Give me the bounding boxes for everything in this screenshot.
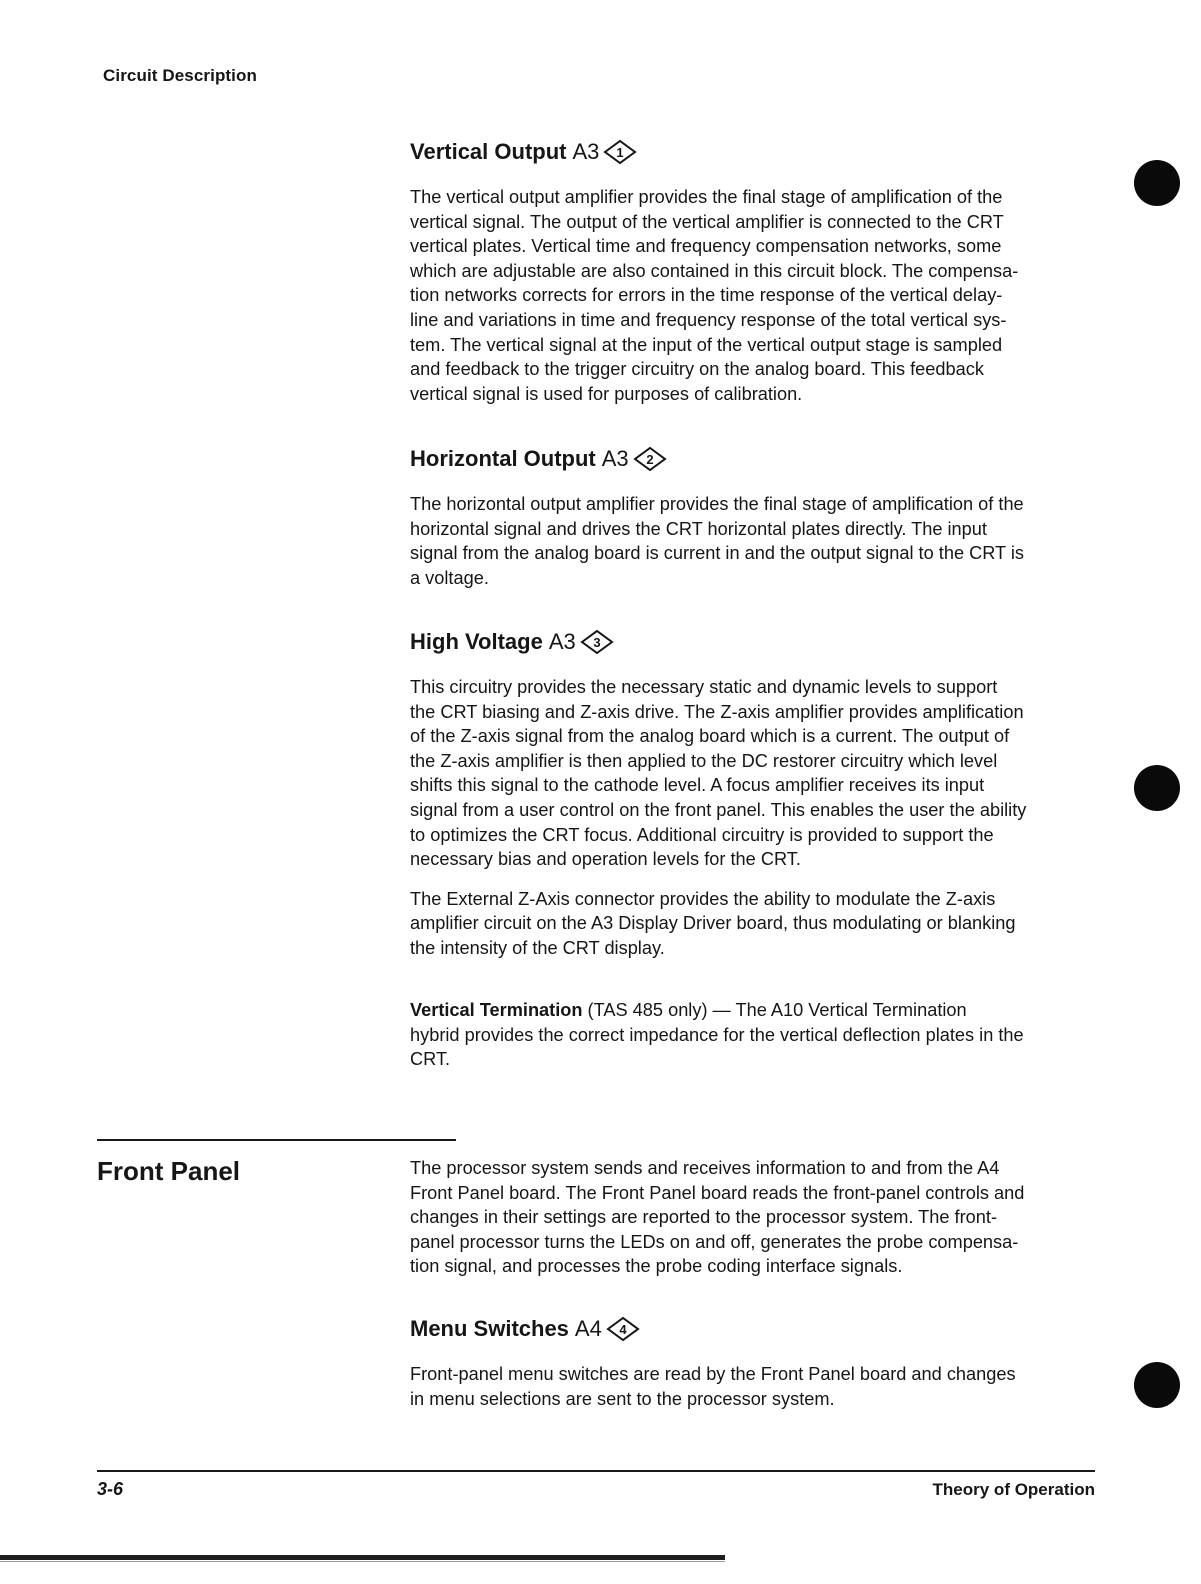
runin-heading: Vertical Termination [410, 1000, 583, 1020]
marker-number: 2 [646, 452, 654, 467]
binder-hole [1134, 160, 1180, 206]
section-menu-switches [410, 1315, 1100, 1411]
section-heading [410, 628, 1100, 656]
scan-artifact [0, 1561, 725, 1562]
paragraph: This circuitry provides the necessary static and dynamic levels to support the CRT biasing and Z-axis drive. The Z-axis amplifier provides amplification of the Z-axis signal from the analog board which is a current. The output of the Z-axis amplifier is then applied to the DC restorer circuitry which level shifts this signal to the cathode level. A focus amplifier receives its input signal from a user control on the front panel. This enables the user the ability to optimizes the CRT focus. Additional circuitry is provided to support the necessary bias and operation levels for the CRT. [410, 677, 1027, 870]
heading-board: A3 [548, 629, 576, 654]
paragraph: The External Z-Axis connector provides the ability to modulate the Z-axis amplifier circuit on the A3 Display Driver board, thus modulating or blanking the intensity of the CRT display. [410, 888, 1016, 958]
diamond-marker-icon [633, 446, 667, 472]
footer-rule [97, 1470, 1095, 1472]
diamond-marker-icon [606, 1316, 640, 1342]
binder-hole [1134, 1362, 1180, 1408]
paragraph: The vertical output amplifier provides the final stage of amplification of the vertical signal. The output of the vertical amplifier is connected to the CRT vertical plates. Vertical time and frequency compensation networks, some which are adjustable are also contained in this circuit block. The compensa- tion networks corrects for errors in the time response of the vertical delay- line and variations in time and frequency response of the total vertical sys- tem. The vertical signal at the input of the vertical output stage is sampled and feedback to the trigger circuitry on the analog board. This feedback vertical signal is used for purposes of calibration. [410, 187, 1019, 404]
section-front-panel [410, 1156, 1100, 1279]
section-high-voltage [410, 628, 1100, 961]
paragraph: The horizontal output amplifier provides the final stage of amplification of the horizontal signal and drives the CRT horizontal plates directly. The input signal from the analog board is current in and the output signal to the CRT is a voltage. [410, 494, 1025, 588]
paragraph: The processor system sends and receives information to and from the A4 Front Panel board. The Front Panel board reads the front-panel controls and changes in their settings are reported to the processor system. The front- panel processor turns the LEDs on and off, generates the probe compensa- tion signal, and processes the probe coding interface signals. [410, 1158, 1025, 1277]
section-vertical-output [410, 138, 1100, 406]
heading-board: A4 [574, 1316, 602, 1341]
running-head: Circuit Description [103, 66, 257, 85]
heading-title: High Voltage [410, 629, 543, 654]
heading-board: A3 [601, 446, 629, 471]
section-heading [410, 1315, 1100, 1343]
marker-number: 4 [619, 1322, 627, 1337]
section-vertical-termination [410, 998, 1100, 1072]
heading-board: A3 [572, 139, 600, 164]
section-heading [410, 445, 1100, 473]
section-rule [97, 1139, 456, 1141]
diamond-marker-icon [580, 629, 614, 655]
footer-section-title: Theory of Operation [932, 1480, 1095, 1499]
side-heading-front-panel: Front Panel [97, 1156, 241, 1186]
section-heading [410, 138, 1100, 166]
paragraph: Front-panel menu switches are read by the Front Panel board and changes in menu selections are sent to the processor system. [410, 1364, 1016, 1409]
binder-hole [1134, 765, 1180, 811]
marker-number: 1 [616, 145, 625, 160]
paragraph: Vertical Termination (TAS 485 only) — The A10 Vertical Termination hybrid provides the correct impedance for the vertical deflection plates in the CRT. [410, 1000, 1024, 1070]
heading-title: Horizontal Output [410, 446, 596, 471]
marker-number: 3 [593, 635, 601, 650]
diamond-marker-icon [603, 139, 637, 165]
page-number: 3-6 [97, 1479, 124, 1499]
heading-title: Menu Switches [410, 1316, 569, 1341]
section-horizontal-output [410, 445, 1100, 590]
scan-artifact [0, 1555, 725, 1560]
heading-title: Vertical Output [410, 139, 567, 164]
